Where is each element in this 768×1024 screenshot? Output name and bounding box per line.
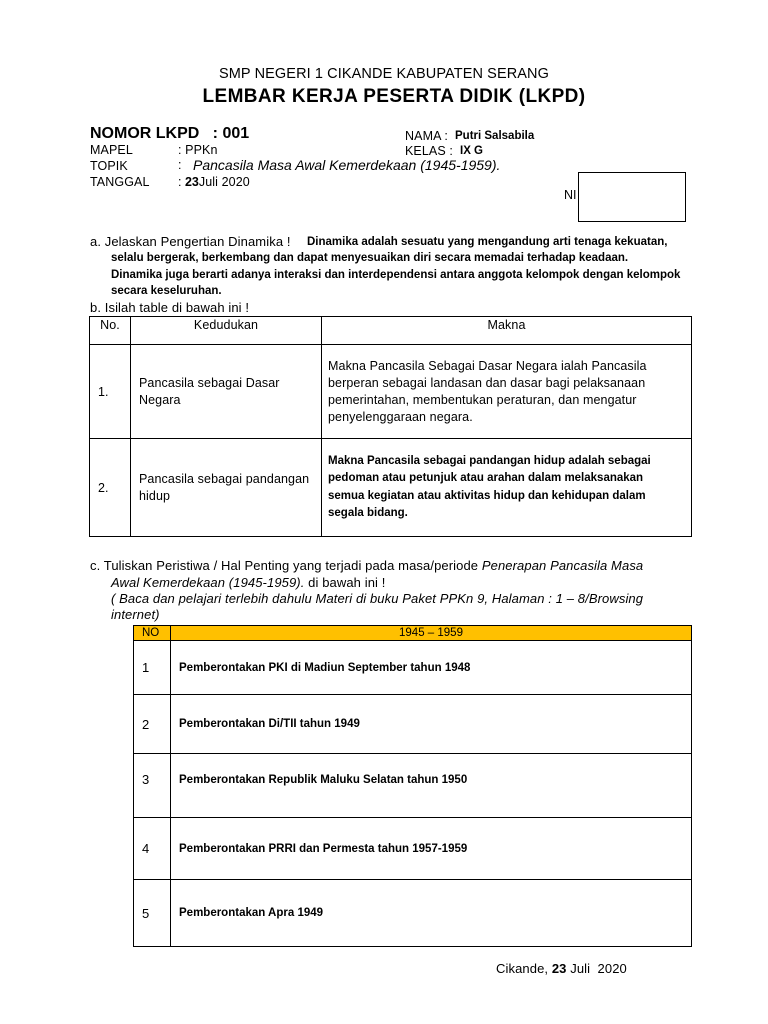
table-row xyxy=(90,439,692,537)
question-c-suffix: di bawah ini ! xyxy=(308,575,386,590)
answer-a-line-2: selalu bergerak, berkembang dan dapat menyesuaikan diri secara memadai terhadap keadaan. xyxy=(111,252,629,264)
topik-label: TOPIK xyxy=(90,159,128,173)
question-a: a. Jelaskan Pengertian Dinamika ! xyxy=(90,234,291,249)
answer-a-line-4: secara keseluruhan. xyxy=(111,285,222,297)
nama-label: NAMA : xyxy=(405,129,448,143)
answer-a-line-1: Dinamika adalah sesuatu yang mengandung arti tenaga kekuatan, xyxy=(307,236,668,248)
col-no-header: No. xyxy=(90,317,131,345)
tanggal-value: : 23Juli 2020 xyxy=(178,175,250,189)
event-no: 3 xyxy=(134,754,171,818)
event-text: Pemberontakan Republik Maluku Selatan tahun 1950 xyxy=(171,754,692,818)
topik-value: Pancasila Masa Awal Kemerdekaan (1945-1959). xyxy=(193,157,501,173)
tanggal-month-year: Juli 2020 xyxy=(198,175,250,189)
events-table xyxy=(133,625,692,947)
table-row xyxy=(134,754,692,818)
school-name: SMP NEGERI 1 CIKANDE KABUPATEN SERANG xyxy=(218,66,550,82)
lkpd-number: NOMOR LKPD : 001 xyxy=(90,125,250,142)
question-c-topic-2: Awal Kemerdekaan (1945-1959). xyxy=(111,575,305,590)
col-kedudukan-header: Kedudukan xyxy=(131,317,322,345)
event-text: Pemberontakan PKI di Madiun September tahun 1948 xyxy=(171,641,692,695)
question-b: b. Isilah table di bawah ini ! xyxy=(90,300,250,315)
question-c-line-2 xyxy=(111,575,385,590)
mapel-label: MAPEL xyxy=(90,143,133,157)
question-c-topic-1: Penerapan Pancasila Masa xyxy=(481,558,644,573)
question-c: c. Tuliskan Peristiwa / Hal Penting yang terjadi pada masa/periode Penerapan Pancasila Masa xyxy=(90,558,644,573)
event-text: Pemberontakan PRRI dan Permesta tahun 1957-1959 xyxy=(171,818,692,880)
place: Cikande, xyxy=(496,961,549,976)
event-no: 2 xyxy=(134,695,171,754)
event-text: Pemberontakan Di/TII tahun 1949 xyxy=(171,695,692,754)
date-day: 23 xyxy=(551,961,567,976)
table-header-row xyxy=(90,317,692,345)
col-period-header: 1945 – 1959 xyxy=(171,626,692,641)
answer-a-line-3: Dinamika juga berarti adanya interaksi dan interdependensi antara anggota kelompok dengan kelompok xyxy=(111,269,681,281)
event-no: 5 xyxy=(134,880,171,947)
date-month-year: Juli 2020 xyxy=(570,961,627,976)
nama-value: Putri Salsabila xyxy=(455,130,535,142)
question-c-note: ( Baca dan pelajari terlebih dahulu Materi di buku Paket PPKn 9, Halaman : 1 – 8/Browsing internet) xyxy=(111,591,644,622)
topik-colon: : xyxy=(178,158,182,172)
event-text: Pemberontakan Apra 1949 xyxy=(171,880,692,947)
event-no: 4 xyxy=(134,818,171,880)
table-row xyxy=(90,345,692,439)
kedudukan-table xyxy=(89,316,692,537)
row-no: 1. xyxy=(90,345,131,439)
kelas-value: IX G xyxy=(460,145,484,157)
table-row xyxy=(134,641,692,695)
table-row xyxy=(134,880,692,947)
col-makna-header: Makna xyxy=(322,317,692,345)
ni-label: NI xyxy=(564,188,577,202)
row-makna: Makna Pancasila Sebagai Dasar Negara ialah Pancasila berperan sebagai landasan dan dasar bagi pelaksanaan pemerintahan, membentukan peraturan, dan mengatur penyelenggaraan negara. xyxy=(322,345,692,439)
signature-place-date xyxy=(496,961,627,976)
row-makna: Makna Pancasila sebagai pandangan hidup adalah sebagai pedoman atau petunjuk atau arahan dalam melaksanakan semua kegiatan atau aktivitas hidup dan kehidupan dalam segala bidang. xyxy=(322,439,692,537)
row-kedudukan: Pancasila sebagai Dasar Negara xyxy=(131,345,322,439)
tanggal-label: TANGGAL xyxy=(90,175,150,189)
mapel-value: : PPKn xyxy=(178,143,218,157)
row-kedudukan: Pancasila sebagai pandangan hidup xyxy=(131,439,322,537)
tanggal-day: 23 xyxy=(184,175,199,189)
row-no: 2. xyxy=(90,439,131,537)
kelas-label: KELAS : xyxy=(405,144,453,158)
ni-box xyxy=(578,172,686,222)
table-header-row xyxy=(134,626,692,641)
col-no-header: NO xyxy=(134,626,171,641)
table-row xyxy=(134,818,692,880)
document-title: LEMBAR KERJA PESERTA DIDIK (LKPD) xyxy=(202,86,586,107)
event-no: 1 xyxy=(134,641,171,695)
table-row xyxy=(134,695,692,754)
